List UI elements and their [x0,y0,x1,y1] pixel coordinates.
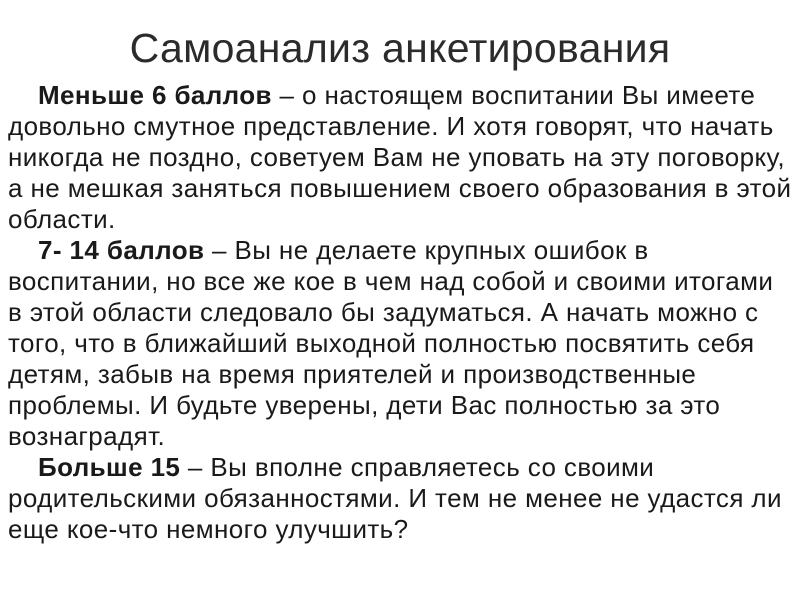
result-text-mid: – Вы не делаете крупных ошибок в воспитании, но все же кое в чем над собой и своими итогами в этой области следовало бы задуматься. А начать можно с того, что в ближайший выходной полностью посвятить себя детям, забыв на время приятелей и производственные проблемы. И будьте уверены, дети Вас полностью за это вознаградят. [8,235,774,451]
slide-body [8,80,792,545]
result-paragraph-high [8,452,792,545]
result-paragraph-mid [8,235,792,452]
slide-title: Самоанализ анкетирования [129,25,671,71]
result-text-high: – Вы вполне справляетесь со своими родительскими обязанностями. И тем не менее не удастся ли еще кое-что немного улучшить? [8,452,782,544]
result-text-low: – о настоящем воспитании Вы имеете довольно смутное представление. И хотя говорят, что начать никогда не поздно, советуем Вам не уповать на эту поговорку, а не мешкая заняться повышением своего образования в этой области. [8,80,792,234]
score-range-low: Меньше 6 баллов [38,80,272,110]
result-paragraph-low [8,80,792,235]
score-range-mid: 7- 14 баллов [38,235,205,265]
score-range-high: Больше 15 [38,452,181,482]
